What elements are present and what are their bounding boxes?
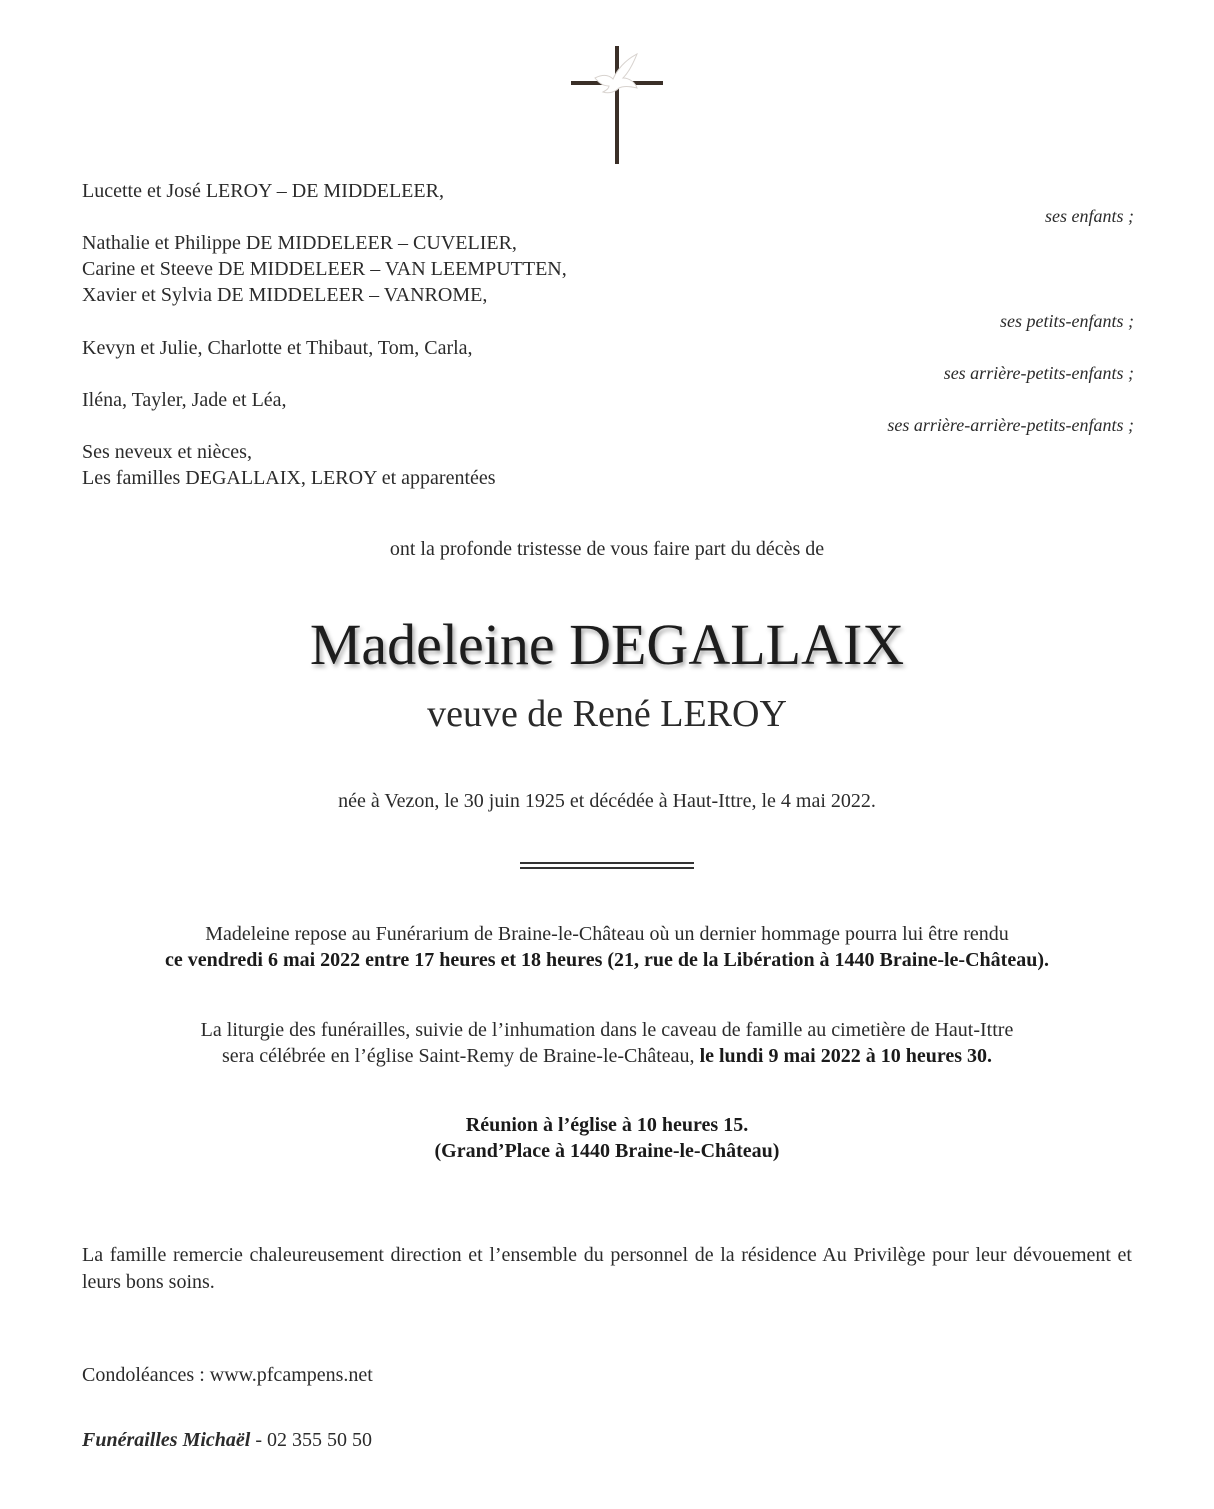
grandchild-line-1: Nathalie et Philippe DE MIDDELEER – CUVELIER, <box>82 232 517 254</box>
funeral-home-name: Funérailles Michaël <box>82 1429 251 1451</box>
funeral-location-text: sera célébrée en l’église Saint-Remy de Braine-le-Château, <box>222 1045 700 1067</box>
condolences-text: Condoléances : www.pfcampens.net <box>82 1364 373 1386</box>
deceased-name: Madeleine DEGALLAIX <box>309 612 905 677</box>
funeral-date-time: le lundi 9 mai 2022 à 10 heures 30. <box>699 1045 992 1067</box>
birth-death-dates: née à Vezon, le 30 juin 1925 et décédée à Haut-Ittre, le 4 mai 2022. <box>338 790 876 812</box>
great-great-grandchildren-role: ses arrière-arrière-petits-enfants ; <box>887 415 1134 435</box>
meeting-line-1: Réunion à l’église à 10 heures 15. <box>465 1114 749 1136</box>
children-role: ses enfants ; <box>1045 206 1134 226</box>
grandchild-line-2: Carine et Steeve DE MIDDELEER – VAN LEEMPUTTEN, <box>82 258 567 280</box>
great-great-grandchildren-names: Iléna, Tayler, Jade et Léa, <box>82 389 287 411</box>
children-names: Lucette et José LEROY – DE MIDDELEER, <box>82 180 444 202</box>
cross-dove-icon <box>565 44 669 166</box>
funeral-line-1: La liturgie des funérailles, suivie de l’inhumation dans le caveau de famille au cimetière de Haut-Ittre <box>200 1019 1014 1041</box>
grandchildren-role: ses petits-enfants ; <box>1000 311 1134 331</box>
visitation-line-1: Madeleine repose au Funérarium de Braine-le-Château où un dernier hommage pourra lui être rendu <box>205 923 1009 945</box>
grandchild-line-3: Xavier et Sylvia DE MIDDELEER – VANROME, <box>82 284 488 306</box>
great-grandchildren-names: Kevyn et Julie, Charlotte et Thibaut, Tom, Carla, <box>82 337 473 359</box>
funeral-line-2 <box>0 1043 1214 1069</box>
thanks-paragraph: La famille remercie chaleureusement direction et l’ensemble du personnel de la résidence Au Privilège pour leur dévouement et leurs bons soins. <box>82 1244 1132 1293</box>
funeral-home-phone: - 02 355 50 50 <box>250 1429 373 1451</box>
funeral-home-footer <box>82 1427 372 1453</box>
widow-of: veuve de René LEROY <box>427 693 787 735</box>
nephews-nieces: Ses neveux et nièces, <box>82 441 252 463</box>
announcement-text: ont la profonde tristesse de vous faire part du décès de <box>389 538 825 560</box>
meeting-line-2: (Grand’Place à 1440 Braine-le-Château) <box>434 1140 780 1162</box>
great-grandchildren-role: ses arrière-petits-enfants ; <box>943 363 1134 383</box>
visitation-line-2: ce vendredi 6 mai 2022 entre 17 heures et 18 heures (21, rue de la Libération à 1440 Braine-le-Château). <box>165 949 1049 971</box>
related-families: Les familles DEGALLAIX, LEROY et apparentées <box>82 467 496 489</box>
divider <box>520 862 694 869</box>
